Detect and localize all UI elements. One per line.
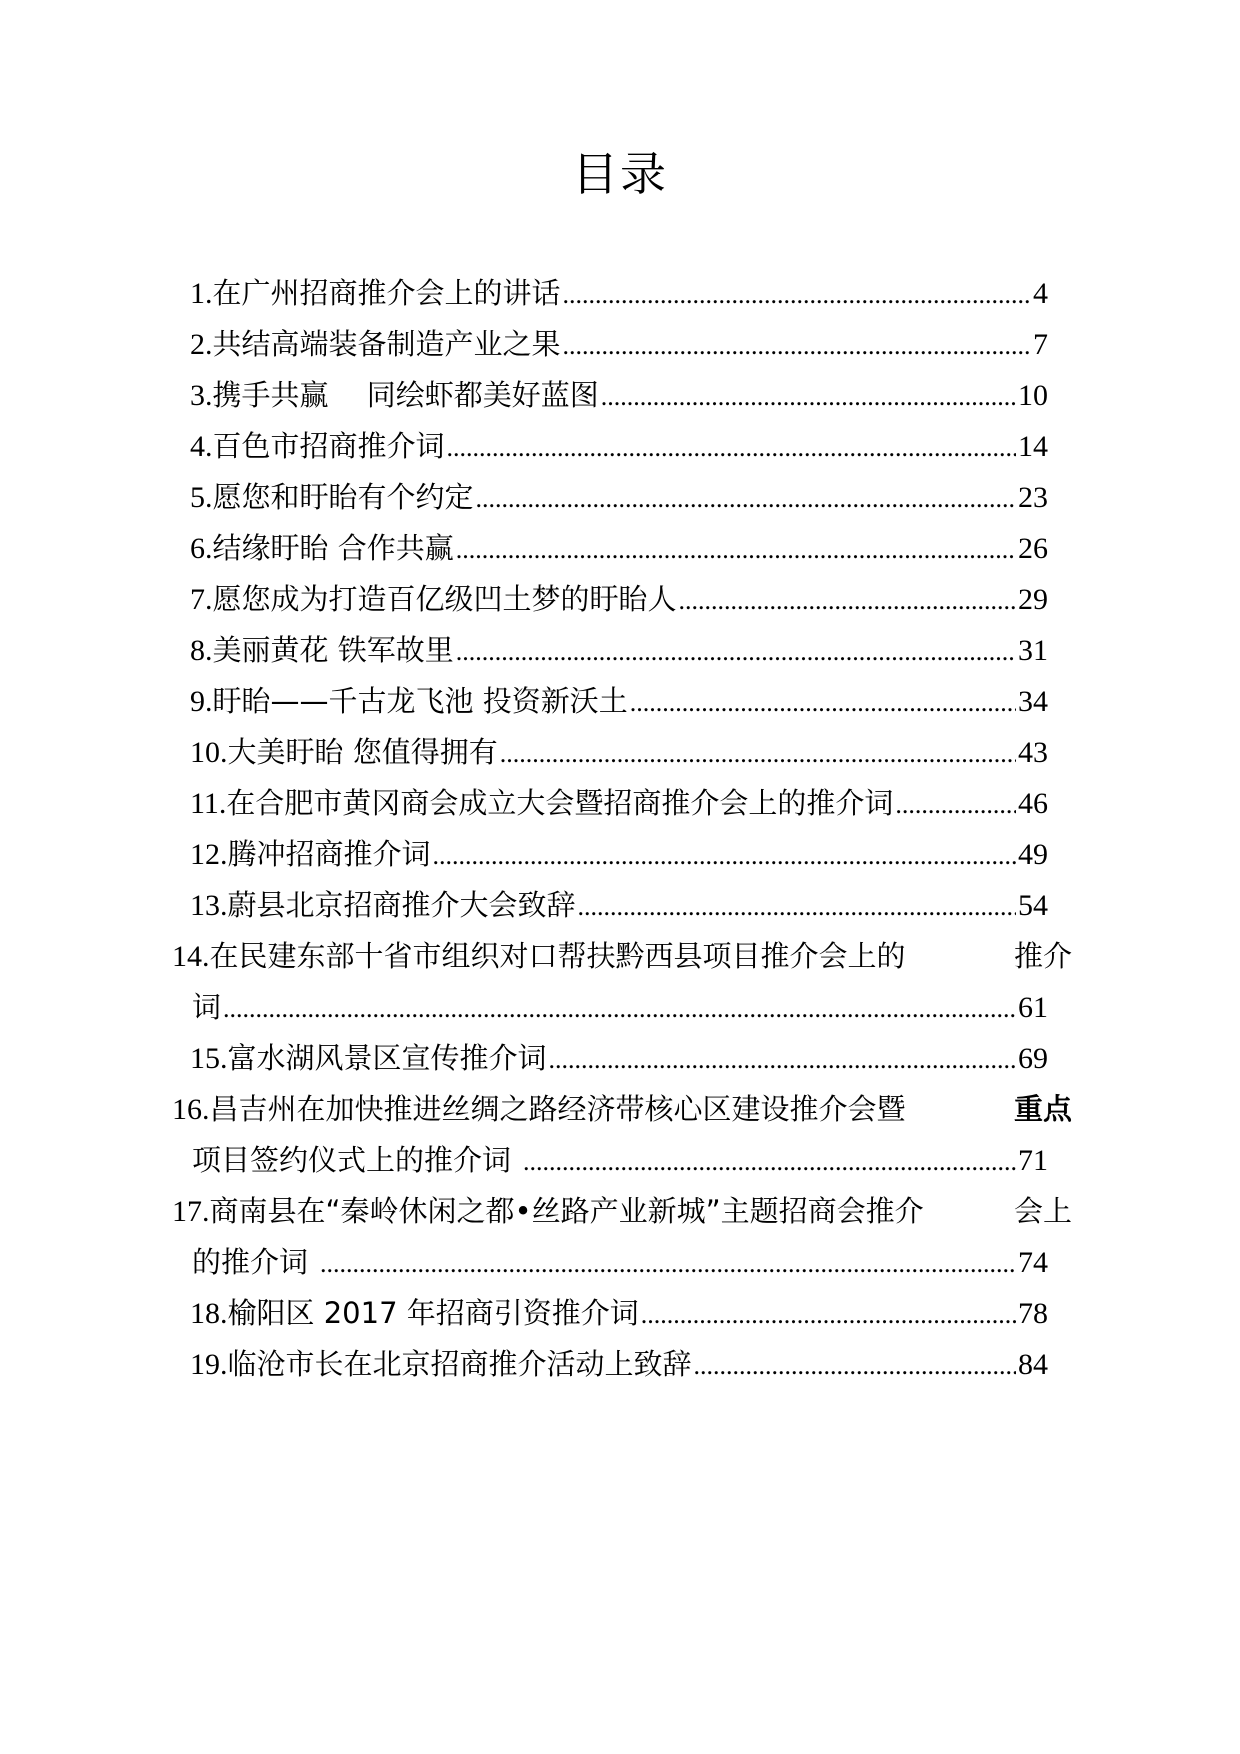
entry-number: 17. (172, 1195, 210, 1228)
entry-title: 在民建东部十省市组织对口帮扶黔西县项目推介会上的 (209, 939, 906, 973)
toc-entry[interactable] (190, 1033, 1048, 1084)
entry-title: 愿您成为打造百亿级凹土梦的盱眙人 (212, 582, 677, 616)
entry-number: 16. (172, 1093, 210, 1126)
dot-leader (523, 1136, 1016, 1187)
toc-entry[interactable] (190, 727, 1048, 778)
toc-entry[interactable] (190, 625, 1048, 676)
entry-page: 61 (1018, 991, 1048, 1024)
dot-leader (223, 983, 1016, 1034)
entry-title-cont: 的推介词 (192, 1245, 309, 1279)
entry-title: 临沧市长在北京招商推介活动上致辞 (227, 1347, 692, 1381)
entry-page: 74 (1018, 1246, 1048, 1279)
entry-number: 11. (190, 787, 227, 820)
toc-entry-line2[interactable] (192, 1135, 1048, 1186)
entry-title-end: 推介 (1013, 939, 1072, 973)
entry-title: 盱眙——千古龙飞池 投资新沃土 (212, 684, 628, 718)
toc-entry[interactable] (190, 1288, 1048, 1339)
entry-title-cont: 词 (192, 990, 222, 1024)
entry-title: 美丽黄花 铁军故里 (212, 633, 454, 667)
toc-entry[interactable] (190, 778, 1048, 829)
entry-title: 在广州招商推介会上的讲话 (212, 276, 561, 310)
entry-page: 4 (1033, 277, 1048, 310)
entry-page: 29 (1018, 583, 1048, 616)
toc-entry-line2[interactable] (192, 982, 1048, 1033)
toc-entry[interactable] (190, 370, 1048, 421)
dot-leader (500, 728, 1016, 779)
entry-number: 18. (190, 1297, 228, 1330)
toc-entry[interactable] (190, 880, 1048, 931)
entry-page: 23 (1018, 481, 1048, 514)
dot-leader (433, 830, 1016, 881)
dot-leader (641, 1289, 1016, 1340)
entry-number: 15. (190, 1042, 228, 1075)
toc-entry[interactable] (190, 268, 1048, 319)
entry-page: 7 (1033, 328, 1048, 361)
toc-entry[interactable] (190, 676, 1048, 727)
page-title: 目录 (572, 147, 668, 201)
toc-entry[interactable] (190, 1339, 1048, 1390)
toc-entry-line1[interactable] (172, 931, 1072, 982)
entry-number: 1. (190, 277, 213, 310)
entry-title: 在合肥市黄冈商会成立大会暨招商推介会上的推介词 (226, 786, 894, 820)
toc-entry-line2[interactable] (192, 1237, 1048, 1288)
entry-title-end: 会上 (1013, 1194, 1072, 1228)
entry-number: 3. (190, 379, 213, 412)
toc-entry[interactable] (190, 523, 1048, 574)
toc-entry-line1[interactable] (172, 1186, 1072, 1237)
entry-title: 商南县在“秦岭休闲之都•丝路产业新城”主题招商会推介 (209, 1194, 924, 1228)
entry-title: 大美盱眙 您值得拥有 (227, 735, 498, 769)
dot-leader (320, 1238, 1016, 1289)
dot-leader (476, 473, 1016, 524)
entry-page: 14 (1018, 430, 1048, 463)
entry-page: 54 (1018, 889, 1048, 922)
entry-page: 43 (1018, 736, 1048, 769)
dot-leader (694, 1340, 1016, 1391)
entry-page: 31 (1018, 634, 1048, 667)
entry-title: 愿您和盱眙有个约定 (212, 480, 474, 514)
dot-leader (679, 575, 1016, 626)
entry-title: 腾冲招商推介词 (227, 837, 431, 871)
entry-number: 6. (190, 532, 213, 565)
dot-leader (563, 320, 1031, 371)
entry-page: 69 (1018, 1042, 1048, 1075)
entry-title: 携手共赢 同绘虾都美好蓝图 (212, 378, 599, 412)
entry-page: 78 (1018, 1297, 1048, 1330)
entry-page: 46 (1018, 787, 1048, 820)
entry-title: 蔚县北京招商推介大会致辞 (227, 888, 576, 922)
toc-entry[interactable] (190, 829, 1048, 880)
entry-number: 12. (190, 838, 228, 871)
entry-page: 34 (1018, 685, 1048, 718)
entry-number: 8. (190, 634, 213, 667)
entry-page: 71 (1018, 1144, 1048, 1177)
toc-entry[interactable] (190, 472, 1048, 523)
entry-title: 结缘盱眙 合作共赢 (212, 531, 454, 565)
entry-title: 昌吉州在加快推进丝绸之路经济带核心区建设推介会暨 (209, 1092, 906, 1126)
entry-number: 2. (190, 328, 213, 361)
entry-number: 13. (190, 889, 228, 922)
entry-page: 10 (1018, 379, 1048, 412)
entry-title-end: 重点 (1013, 1092, 1072, 1126)
dot-leader (456, 626, 1016, 677)
toc-entry-line1[interactable] (172, 1084, 1072, 1135)
entry-number: 5. (190, 481, 213, 514)
entry-title: 共结高端装备制造产业之果 (212, 327, 561, 361)
toc-entry[interactable] (190, 421, 1048, 472)
toc-entry[interactable] (190, 574, 1048, 625)
entry-title: 百色市招商推介词 (212, 429, 445, 463)
entry-number: 4. (190, 430, 213, 463)
entry-number: 10. (190, 736, 228, 769)
entry-number: 14. (172, 940, 210, 973)
entry-number: 19. (190, 1348, 228, 1381)
dot-leader (578, 881, 1016, 932)
dot-leader (630, 677, 1016, 728)
entry-title: 富水湖风景区宣传推介词 (227, 1041, 547, 1075)
entry-number: 7. (190, 583, 213, 616)
dot-leader (563, 269, 1031, 320)
toc-entry[interactable] (190, 319, 1048, 370)
dot-leader (456, 524, 1016, 575)
dot-leader (549, 1034, 1016, 1085)
entry-page: 49 (1018, 838, 1048, 871)
entry-title-cont: 项目签约仪式上的推介词 (192, 1143, 512, 1177)
entry-page: 84 (1018, 1348, 1048, 1381)
entry-title: 榆阳区 2017 年招商引资推介词 (227, 1296, 639, 1330)
entry-number: 9. (190, 685, 213, 718)
entry-page: 26 (1018, 532, 1048, 565)
dot-leader (447, 422, 1016, 473)
dot-leader (601, 371, 1016, 422)
dot-leader (895, 779, 1016, 830)
